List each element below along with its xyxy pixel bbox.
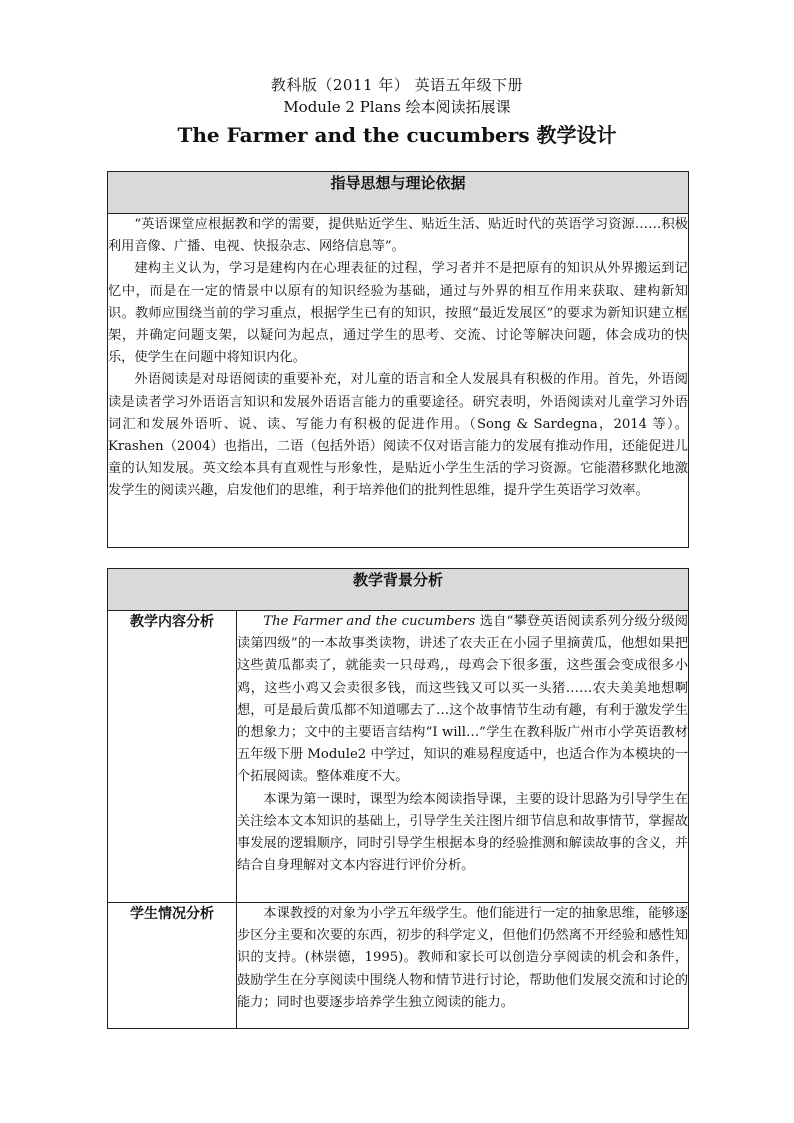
document-header	[0, 74, 794, 150]
student-analysis-label: 学生情况分析	[108, 903, 237, 1029]
student-analysis-body	[237, 903, 689, 1029]
guiding-theory-table	[107, 171, 689, 548]
student-paragraph: 本课教授的对象为小学五年级学生。他们能进行一定的抽象思维，能够逐步区分主要和次要的东西，初步的科学定义，但他们仍然离不开经验和感性知识的支持。(林崇德，1995)。教师和家长可以创造分享阅读的机会和条件，鼓励学生在分享阅读中围绕人物和情节进行讨论，帮助他们发展交流和讨论的能力；同时也要逐步培养学生独立阅读的能力。	[237, 906, 689, 1010]
theory-paragraph: 建构主义认为，学习是建构内在心理表征的过程，学习者并不是把原有的知识从外界搬运到记忆中，而是在一定的情景中以原有的知识经验为基础，通过与外界的相互作用来获取、建构新知识。教师应围绕当前的学习重点，根据学生已有的知识，按照“最近发展区”的要求为新知识建立框架，并确定问题支架，以疑问为起点，通过学生的思考、交流、讨论等解决问题，体会成功的快乐，使学生在问题中将知识内化。	[108, 261, 688, 366]
theory-paragraph: “英语课堂应根据教和学的需要，提供贴近学生、贴近生活、贴近时代的英语学习资源……积极利用音像、广播、电视、快报杂志、网络信息等”。	[108, 217, 688, 255]
book-title: The Farmer and the cucumbers	[263, 614, 476, 629]
content-analysis-body	[237, 611, 689, 903]
theory-paragraph: 外语阅读是对母语阅读的重要补充，对儿童的语言和全人发展具有积极的作用。首先，外语阅读是读者学习外语语言知识和发展外语语言能力的重要途径。研究表明，外语阅读对儿童学习外语词汇和发展外语听、说、读、写能力有积极的促进作用。（Song & Sardegna，2014 等）。Krashen（2004）也指出，二语（包括外语）阅读不仅对语言能力的发展有推动作用，还能促进儿童的认知发展。英文绘本具有直观性与形象性，是贴近小学生生活的学习资源。它能潜移默化地激发学生的阅读兴趣，启发他们的思维，利于培养他们的批判性思维，提升学生英语学习效率。	[108, 372, 688, 499]
content-analysis-label: 教学内容分析	[108, 611, 237, 903]
teaching-background-table	[107, 568, 689, 1029]
content-paragraph: 本课为第一课时，课型为绘本阅读指导课，主要的设计思路为引导学生在关注绘本文本知识的基础上，引导学生关注图片细节信息和故事情节，掌握故事发展的逻辑顺序，同时引导学生根据本身的经验推测和解读故事的含义，并结合自身理解对文本内容进行评价分析。	[237, 791, 689, 874]
document-title: The Farmer and the cucumbers 教学设计	[177, 123, 617, 147]
teaching-background-heading: 教学背景分析	[108, 569, 689, 611]
textbook-edition-line: 教科版（2011 年） 英语五年级下册	[270, 76, 524, 94]
content-paragraph-text: 选自“攀登英语阅读系列分级分级阅读第四级”的一本故事类读物，讲述了农夫正在小园子里摘黄瓜，他想如果把这些黄瓜都卖了，就能卖一只母鸡,，母鸡会下很多蛋，这些蛋会变成很多小鸡，这些小鸡又会卖很多钱，而这些钱又可以买一头猪……农夫美美地想啊想，可是最后黄瓜都不知道哪去了…这个故事情节生动有趣，有利于激发学生的想象力；文中的主要语言结构“I will…”学生在教科版广州市小学英语教材五年级下册 Module2 中学过，知识的难易程度适中，也适合作为本模块的一个拓展阅读。整体难度不大。	[237, 614, 689, 785]
module-line: Module 2 Plans 绘本阅读拓展课	[283, 98, 511, 116]
guiding-theory-heading: 指导思想与理论依据	[108, 172, 689, 214]
content-paragraph	[237, 611, 688, 789]
guiding-theory-body	[108, 214, 689, 548]
